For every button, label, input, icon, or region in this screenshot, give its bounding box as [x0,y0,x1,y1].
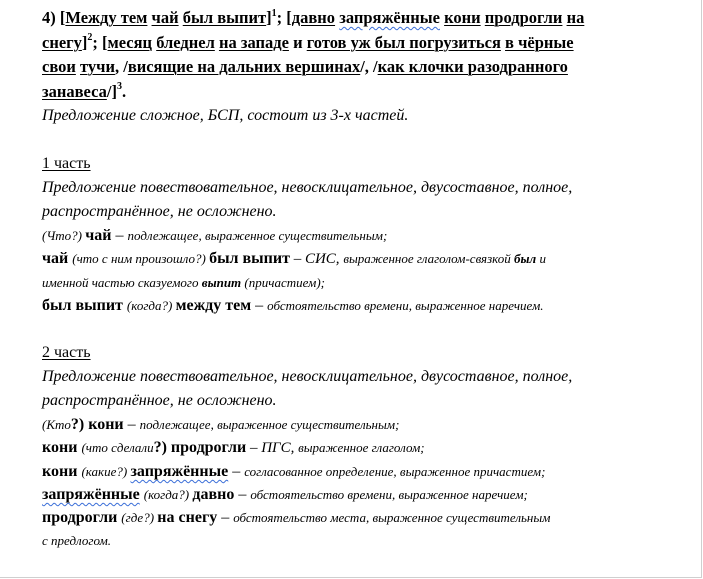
predicate-drunk: был выпит [182,8,267,27]
comparative-phrase-end: занавеса [42,81,107,101]
adverbial-time: Между тем [65,8,148,27]
question: (Кто [42,417,71,432]
adverbial-clouds-end: тучи [80,57,115,76]
explanation: выраженное глаголом; [298,440,425,455]
dash: – [123,416,140,433]
term: продрогли [170,439,247,456]
part2-row-predicate [42,436,682,460]
term: кони [88,416,124,433]
term: чай [42,250,69,267]
part1-row-predicate-cont [42,271,682,294]
subject-horses: кони [444,8,481,27]
participial-phrase: висящие на дальних вершинах [127,57,361,76]
part-number-2: 2 [87,32,93,43]
spacer [42,128,682,152]
term-emph: был [514,251,537,266]
part1-title: 1 часть [42,155,91,172]
part2-row-adverbial-time [42,483,682,506]
subject-tea: чай [151,8,179,27]
part-number-1: 1 [271,7,277,19]
comparative-phrase: как клочки разодранного [377,57,568,76]
explanation: именной частью сказуемого [42,275,202,290]
explanation: обстоятельство места, выраженное существительным [233,510,551,525]
question: (когда?) [143,487,193,502]
explanation: согласованное определение, выраженное причастием; [244,464,546,479]
part2-desc-line2: распространённое, не осложнено. [42,392,277,409]
explanation: подлежащее, выраженное существительным; [127,228,388,243]
subject-moon: месяц [107,32,153,52]
question: (что сделали [81,440,154,455]
term: давно [192,486,235,503]
part1-row-adverbial [42,294,682,317]
term: запряжённые [130,463,229,480]
part2-row-subject [42,413,682,436]
term: кони [42,439,78,456]
term: запряжённые [42,486,140,503]
part2-row-adverbial-place [42,506,682,529]
question: (какие?) [81,464,131,479]
dash: – [228,463,245,480]
text-run: . [121,81,127,101]
term: кони [42,463,78,480]
text-run: /] [106,81,117,101]
sentence-line-2 [42,31,682,56]
predicate-type: – ПГС, [246,440,299,456]
dash: – [111,227,128,244]
text-run: /, / [360,57,378,76]
explanation: выраженное глаголом-связкой [343,251,514,266]
adverbial-long-ago: давно [291,8,336,27]
adverbial-place: на [566,8,585,27]
term: между тем [175,297,252,314]
sentence-line-1 [42,6,682,31]
text-run: ; [ [92,32,108,52]
question: (где?) [121,510,158,525]
term: был выпит [209,250,290,267]
explanation: подлежащее, выраженное существительным; [139,417,400,432]
explanation: и [536,251,546,266]
text-run: ; [ [276,8,292,27]
term: на снегу [157,509,218,526]
part1-desc-line2: распространённое, не осложнено. [42,203,277,220]
question: (когда?) [126,298,176,313]
document-body [42,6,682,552]
predicate-type: – СИС, [289,251,344,267]
term: продрогли [42,509,118,526]
text-run: , / [114,57,128,76]
predicate-chilled: продрогли [484,8,563,27]
sentence-summary: Предложение сложное, БСП, состоит из 3-х частей. [42,107,409,124]
adverbial-place-cont: снегу [42,32,82,52]
part2-title: 2 часть [42,344,91,361]
adverbial-clouds: в чёрные [505,32,574,52]
explanation: с предлогом. [42,533,111,548]
question-mark: ?) [70,416,89,433]
part1-desc-line1: Предложение повествовательное, невосклицательное, двусоставное, полное, [42,179,573,196]
part2-desc-line1: Предложение повествовательное, невосклицательное, двусоставное, полное, [42,368,573,385]
adverbial-clouds-cont: свои [42,57,76,76]
explanation: обстоятельство времени, выраженное наречием. [267,298,544,313]
term: был выпит [42,297,123,314]
spacer [42,317,682,341]
predicate-ready: готов уж был погрузиться [306,32,501,52]
attribute-harnessed: запряжённые [339,8,440,27]
term-emph: выпит [201,275,242,290]
term: чай [85,227,112,244]
text-run: и [288,32,307,52]
sentence-line-4 [42,80,682,105]
part1-row-predicate [42,247,682,271]
dash: – [251,297,268,314]
part2-row-attribute [42,460,682,483]
part-number-3: 3 [116,81,122,92]
part2-row-adverbial-place-cont [42,529,682,552]
predicate-paled: бледнел [156,32,215,52]
question: (что с ним произошло?) [72,251,210,266]
adverbial-west: на западе [218,32,289,52]
explanation: (причастием); [241,275,326,290]
question: (Что?) [42,228,86,243]
text-run: ] [266,8,272,27]
sentence-line-3 [42,55,682,80]
dash: – [217,509,234,526]
question-mark: ?) [153,439,171,456]
dash: – [234,486,251,503]
text-run: 4) [ [42,8,66,27]
text-run: ] [81,32,88,52]
part1-row-subject [42,224,682,247]
explanation: обстоятельство времени, выраженное наречием; [250,487,528,502]
